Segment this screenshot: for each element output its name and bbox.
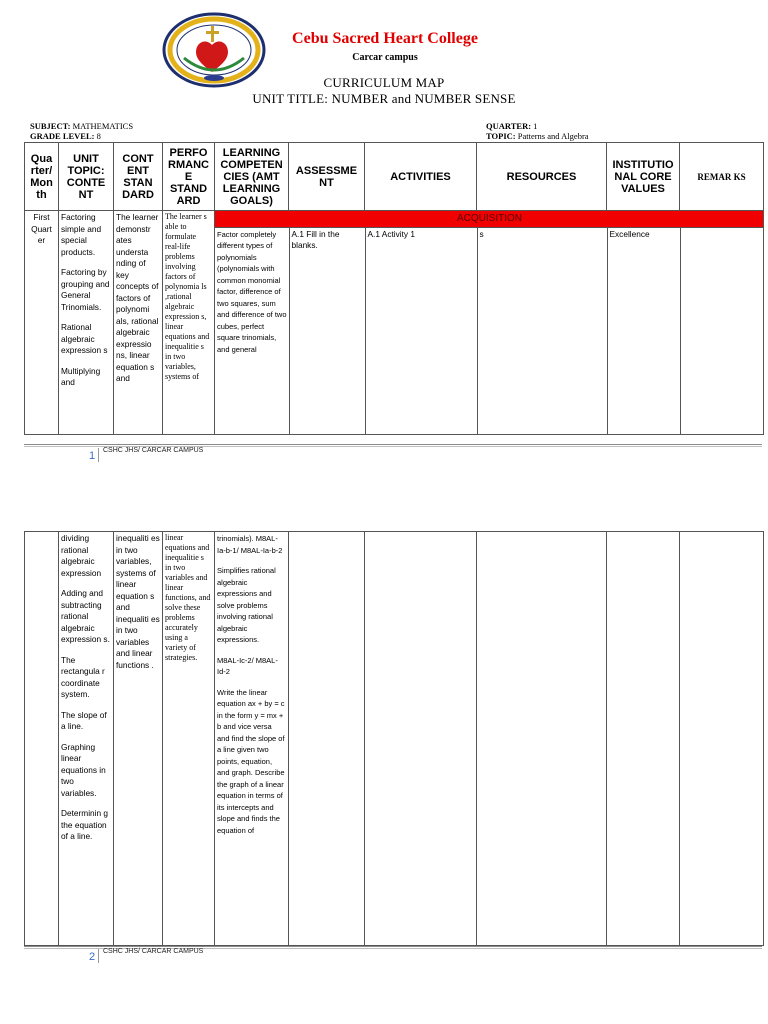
quarter-label: QUARTER: [486, 121, 532, 131]
quarter-cell [25, 532, 59, 946]
quarter-line [486, 121, 537, 131]
curriculum-table-page-2 [24, 531, 764, 946]
col-header-quarter: Qua rter/ Mon th [25, 143, 59, 211]
performance-standard-cell: linear equations and inequalitie s in two variables and linear functions, and solve these problems accurately using a variety of strategies. [163, 532, 215, 946]
unit-topic-item: Rational algebraic expression s [61, 322, 108, 355]
performance-standard-cell: The learner s able to formulate real-life problems involving factors of polynomia ls ,rational algebraic expression s, linear equations and inequalitie s in two variables, systems of [163, 211, 215, 435]
topic-line [486, 131, 589, 141]
resources-cell: s [477, 227, 607, 434]
footer-separator [98, 448, 99, 462]
unit-title: UNIT TITLE: NUMBER and NUMBER SENSE [252, 91, 516, 106]
unit-topic-cell [59, 532, 114, 946]
unit-topic-item: Graphing linear equations in two variables. [61, 741, 106, 798]
grade-line [30, 131, 101, 141]
quarter-value: 1 [533, 121, 538, 131]
col-header-resources: RESOURCES [477, 143, 607, 211]
curriculum-table-page-1 [24, 142, 764, 435]
unit-topic-item: Adding and subtracting rational algebraic expression s. [61, 588, 110, 644]
table-row [25, 211, 764, 435]
assessment-cell: A.1 Fill in the blanks. [289, 227, 365, 434]
unit-topic-item: The rectangula r coordinate system. [61, 654, 105, 699]
col-header-unit-topic: UNIT TOPIC: CONTE NT [59, 143, 114, 211]
remarks-cell [680, 532, 764, 946]
activities-cell [365, 532, 477, 946]
footer-text: CSHC JHS/ CARCAR CAMPUS [103, 447, 204, 454]
acquisition-block [215, 211, 764, 435]
grade-value: 8 [96, 131, 101, 141]
col-header-remarks: REMAR KS [680, 143, 764, 211]
unit-topic-cell [59, 211, 114, 435]
unit-topic-item: The slope of a line. [61, 709, 107, 731]
col-header-content-standard: CONT ENT STAN DARD [114, 143, 163, 211]
footer-rule [24, 444, 762, 445]
competency-item: trinomials). M8AL-Ia-b-1/ M8AL-Ia-b-2 [217, 534, 283, 555]
quarter-cell: First Quart er [25, 211, 59, 435]
core-values-cell: Excellence [607, 227, 680, 434]
competencies-cell: Factor completely different types of polynomials (polynomials with common monomial factor, difference of two squares, sum and difference of two cubes, perfect square trinomials, and general [215, 227, 289, 434]
content-standard-cell: inequaliti es in two variables, systems of linear equation s and inequaliti es in two variables and linear functions . [114, 532, 163, 946]
resources-cell [477, 532, 607, 946]
activities-cell: A.1 Activity 1 [365, 227, 477, 434]
subject-line [30, 121, 133, 131]
subject-value: MATHEMATICS [72, 121, 134, 131]
col-header-assessment: ASSESSME NT [289, 143, 365, 211]
competencies-cell [215, 532, 289, 946]
unit-topic-item: Factoring simple and special products. [61, 212, 102, 257]
topic-label: TOPIC: [486, 131, 516, 141]
col-header-performance-standard: PERFO RMANC E STAND ARD [163, 143, 215, 211]
footer-separator [98, 949, 99, 963]
page-number: 2 [89, 951, 96, 963]
topic-value: Patterns and Algebra [517, 131, 589, 141]
competency-item: M8AL-Ic-2/ M8AL-Id-2 [217, 655, 278, 676]
remarks-cell [680, 227, 764, 434]
acquisition-band: ACQUISITION [215, 211, 764, 227]
footer-text: CSHC JHS/ CARCAR CAMPUS [103, 948, 204, 955]
header-row [25, 143, 764, 211]
assessment-cell [289, 532, 365, 946]
document-title: CURRICULUM MAP [323, 75, 445, 90]
unit-topic-item: Factoring by grouping and General Trinomials. [61, 267, 110, 312]
unit-topic-item: Multiplying and [61, 365, 101, 387]
col-header-activities: ACTIVITIES [365, 143, 477, 211]
school-name: Cebu Sacred Heart College [292, 30, 478, 47]
unit-topic-item: Determinin g the equation of a line. [61, 808, 109, 841]
col-header-competencies: LEARNING COMPETEN CIES (AMT LEARNING GOALS) [215, 143, 289, 211]
competency-item: Write the linear equation ax + by = c in the form y = mx + b and vice versa and find the slope of a line given two points, equation, and graph. Describe the graph of a linear equation in terms of its intercepts and slope and finds the equation of [217, 687, 285, 835]
footer-rule [24, 946, 762, 947]
table-row [25, 532, 764, 946]
competency-item: Simplifies rational algebraic expressions and solve problems involving rational algebraic expressions. [217, 566, 276, 644]
col-header-core-values: INSTITUTIO NAL CORE VALUES [607, 143, 680, 211]
content-standard-cell: The learner demonstr ates understa nding of key concepts of factors of polynomi als, rational algebraic expressio ns, linear equation s and [114, 211, 163, 435]
core-values-cell [607, 532, 680, 946]
grade-label: GRADE LEVEL: [30, 131, 95, 141]
page-number: 1 [89, 450, 96, 462]
campus-name: Carcar campus [352, 52, 418, 63]
subject-label: SUBJECT: [30, 121, 71, 131]
unit-topic-item: dividing rational algebraic expression [61, 533, 102, 578]
